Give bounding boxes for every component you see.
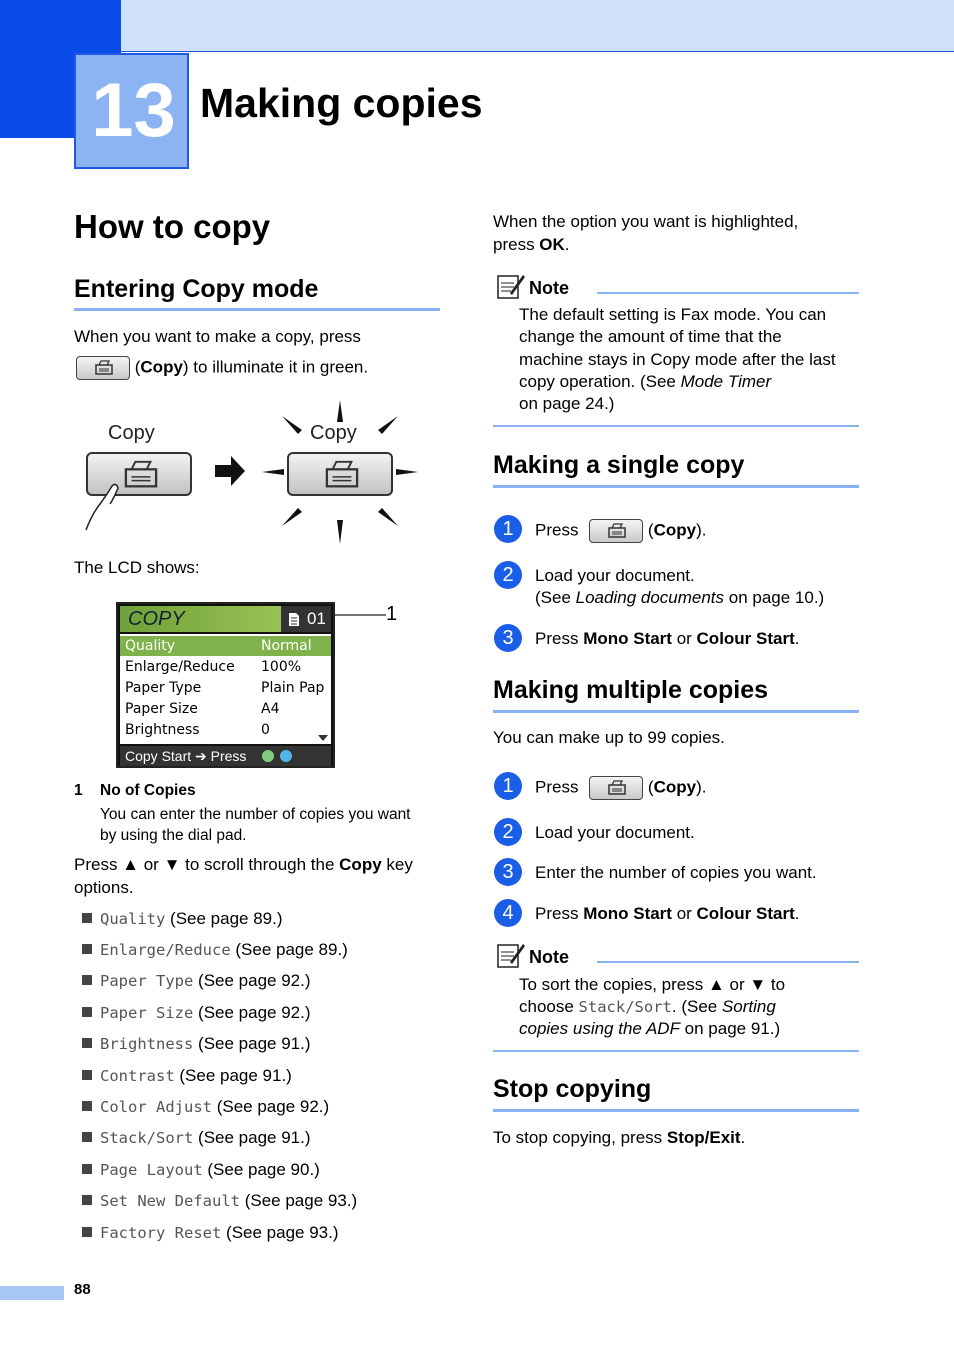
note2-line2-pre: choose bbox=[519, 997, 579, 1016]
caption-title: No of Copies bbox=[100, 782, 196, 799]
copy-key-icon bbox=[589, 519, 643, 543]
step-number: 3 bbox=[494, 624, 522, 652]
option-code: Contrast bbox=[100, 1067, 175, 1085]
option-code: Factory Reset bbox=[100, 1224, 222, 1242]
bullet-icon bbox=[82, 1101, 92, 1111]
bullet-icon bbox=[82, 1195, 92, 1205]
lcd-row-value: A4 bbox=[261, 701, 280, 717]
heading-stop-copying: Stop copying bbox=[493, 1075, 652, 1103]
note2-line1: To sort the copies, press ▲ or ▼ to bbox=[519, 975, 786, 994]
copy-label-off: Copy bbox=[108, 422, 155, 444]
chapter-number-box bbox=[74, 53, 189, 169]
list-item bbox=[82, 1033, 311, 1055]
lcd-row-selected bbox=[120, 636, 331, 656]
lcd-row-value: 100% bbox=[261, 659, 302, 675]
option-ref: (See page 91.) bbox=[193, 1034, 311, 1053]
option-code: Enlarge/Reduce bbox=[100, 941, 231, 959]
note2-line3-ital: copies using the ADF bbox=[519, 1019, 680, 1038]
lcd-title-bar bbox=[120, 606, 331, 632]
note1-line1: The default setting is Fax mode. You can bbox=[519, 305, 827, 324]
option-ref: (See page 90.) bbox=[202, 1160, 320, 1179]
heading-rule bbox=[74, 308, 440, 311]
copy-key-icon bbox=[76, 356, 130, 380]
copy-key-name: Copy bbox=[653, 777, 697, 797]
note-rule bbox=[597, 292, 859, 294]
option-ref: (See page 91.) bbox=[193, 1128, 311, 1147]
stop-text-pre: To stop copying, press bbox=[493, 1128, 667, 1147]
heading-rule bbox=[493, 1109, 859, 1112]
bullet-icon bbox=[82, 1164, 92, 1174]
note2-line3-post: on page 91.) bbox=[679, 1019, 781, 1038]
list-item bbox=[82, 1222, 339, 1244]
option-code: Paper Type bbox=[100, 972, 194, 990]
entering-line2 bbox=[76, 356, 368, 380]
intro-line2-post: . bbox=[564, 235, 570, 254]
copy-label-on: Copy bbox=[310, 422, 357, 444]
option-code: Set New Default bbox=[100, 1192, 240, 1210]
option-ref: (See page 89.) bbox=[165, 909, 283, 928]
list-item bbox=[82, 1002, 311, 1024]
lcd-menu bbox=[120, 634, 331, 744]
start-keys-icon bbox=[260, 749, 294, 763]
intro-line1: When the option you want is highlighted, bbox=[493, 212, 799, 231]
heading-entering-copy-mode: Entering Copy mode bbox=[74, 275, 319, 303]
bullet-icon bbox=[82, 1132, 92, 1142]
lcd-count-value: 01 bbox=[307, 609, 326, 628]
bullet-icon bbox=[82, 913, 92, 923]
chapter-title: Making copies bbox=[200, 80, 483, 126]
note-bottom-rule bbox=[493, 425, 859, 427]
step-text bbox=[535, 903, 800, 925]
note2-line2-ital: Sorting bbox=[721, 997, 776, 1016]
step-number: 1 bbox=[494, 772, 522, 800]
note1-line5: on page 24.) bbox=[519, 394, 615, 413]
note-bottom-rule bbox=[493, 1050, 859, 1052]
lcd-row-key: Paper Size bbox=[125, 701, 198, 717]
lcd-row bbox=[120, 657, 331, 677]
option-ref: (See page 92.) bbox=[193, 1003, 311, 1022]
right-arrow-icon bbox=[213, 454, 247, 488]
note2-line3 bbox=[519, 1018, 780, 1040]
lcd-row-key: Enlarge/Reduce bbox=[125, 659, 235, 675]
ok-key-name: OK bbox=[539, 235, 565, 254]
callout-line bbox=[330, 610, 390, 620]
bullet-icon bbox=[82, 944, 92, 954]
scroll-text-c: key bbox=[381, 855, 413, 874]
page-number: 88 bbox=[74, 1281, 91, 1298]
lcd-row-key: Quality bbox=[125, 638, 176, 654]
step-text bbox=[535, 628, 800, 650]
document-icon bbox=[288, 612, 300, 627]
heading-making-multiple-copies: Making multiple copies bbox=[493, 676, 769, 704]
lcd-shows-label: The LCD shows: bbox=[74, 558, 200, 577]
note-icon bbox=[496, 940, 526, 970]
copy-key-name: Copy bbox=[653, 520, 697, 540]
heading-making-single-copy: Making a single copy bbox=[493, 451, 745, 479]
step-period: . bbox=[794, 629, 800, 648]
option-ref: (See page 93.) bbox=[239, 1191, 358, 1210]
caption-body-1: You can enter the number of copies you want bbox=[100, 806, 411, 823]
lcd-row-value: 0 bbox=[261, 722, 270, 738]
note1-line2: change the amount of time that the bbox=[519, 327, 782, 346]
copy-button-illustration bbox=[80, 398, 440, 548]
colour-start-key: Colour Start bbox=[696, 904, 795, 923]
scroll-text-b: Copy bbox=[339, 855, 382, 874]
stop-exit-key: Stop/Exit bbox=[666, 1128, 741, 1147]
note-icon bbox=[496, 271, 526, 301]
note1-line4 bbox=[519, 371, 771, 393]
scroll-down-icon bbox=[318, 735, 328, 741]
note1-line3: machine stays in Copy mode after the last bbox=[519, 350, 836, 369]
bullet-icon bbox=[82, 1070, 92, 1080]
note-rule bbox=[597, 961, 859, 963]
list-item bbox=[82, 1159, 320, 1181]
step-or: or bbox=[671, 629, 697, 648]
note-heading: Note bbox=[529, 947, 569, 967]
step-subtext-pre: (See bbox=[535, 588, 576, 607]
heading-rule bbox=[493, 710, 859, 713]
option-ref: (See page 93.) bbox=[221, 1223, 339, 1242]
option-code: Paper Size bbox=[100, 1004, 194, 1022]
lcd-mode: COPY bbox=[128, 608, 185, 630]
step-number: 3 bbox=[494, 858, 522, 886]
bullet-icon bbox=[82, 1227, 92, 1237]
list-item bbox=[82, 939, 348, 961]
step-period: . bbox=[794, 904, 800, 923]
lcd-row bbox=[120, 678, 331, 698]
step-number: 1 bbox=[494, 515, 522, 543]
lcd-copy-count bbox=[281, 606, 331, 632]
caption-number: 1 bbox=[74, 782, 83, 799]
lcd-callout-number: 1 bbox=[386, 603, 398, 625]
list-item bbox=[82, 970, 311, 992]
lcd-row-key: Paper Type bbox=[125, 680, 202, 696]
step-text: Enter the number of copies you want. bbox=[535, 863, 817, 882]
option-code: Stack/Sort bbox=[100, 1129, 194, 1147]
list-item bbox=[82, 908, 283, 930]
bullet-icon bbox=[82, 1007, 92, 1017]
entering-line2-rest: ) to illuminate it in green. bbox=[182, 357, 369, 377]
footer-bar bbox=[0, 1286, 64, 1300]
lcd-row-value: Normal bbox=[261, 638, 312, 654]
step-subtext-ital: Loading documents bbox=[575, 588, 725, 607]
option-code: Brightness bbox=[100, 1035, 194, 1053]
scroll-instruction bbox=[74, 854, 413, 876]
step-text: Press (Copy). bbox=[535, 776, 706, 800]
step-press: Press bbox=[535, 520, 579, 540]
note1-line4-ital: Mode Timer bbox=[680, 372, 772, 391]
stop-text-post: . bbox=[740, 1128, 746, 1147]
finger-icon bbox=[82, 474, 122, 534]
step-subtext bbox=[535, 587, 824, 609]
chapter-number: 13 bbox=[91, 68, 176, 153]
step-press: Press bbox=[535, 629, 584, 648]
step-text: Load your document. bbox=[535, 823, 695, 842]
list-item bbox=[82, 1065, 292, 1087]
option-ref: (See page 89.) bbox=[230, 940, 348, 959]
option-ref: (See page 91.) bbox=[174, 1066, 292, 1085]
copy-key-name: Copy bbox=[140, 357, 183, 377]
list-item bbox=[82, 1127, 311, 1149]
option-code: Quality bbox=[100, 910, 166, 928]
entering-line1: When you want to make a copy, press bbox=[74, 327, 361, 346]
lcd-footer bbox=[120, 746, 331, 766]
step-number: 2 bbox=[494, 561, 522, 589]
caption-body-2: by using the dial pad. bbox=[100, 827, 247, 844]
header-band bbox=[0, 0, 954, 52]
option-ref: (See page 92.) bbox=[193, 971, 311, 990]
bullet-icon bbox=[82, 1038, 92, 1048]
step-or: or bbox=[671, 904, 697, 923]
mono-start-key: Mono Start bbox=[583, 904, 672, 923]
entering-open-paren: ( bbox=[134, 357, 141, 377]
note-heading: Note bbox=[529, 278, 569, 298]
multiple-intro: You can make up to 99 copies. bbox=[493, 728, 725, 747]
note2-line2-mid: . (See bbox=[671, 997, 722, 1016]
lcd-row bbox=[120, 720, 331, 740]
step-number: 4 bbox=[494, 899, 522, 927]
mono-start-key: Mono Start bbox=[583, 629, 672, 648]
lcd-screen bbox=[116, 602, 335, 768]
copy-key-icon bbox=[589, 776, 643, 800]
step-number: 2 bbox=[494, 818, 522, 846]
lcd-row-key: Brightness bbox=[125, 722, 200, 738]
note1-line4-pre: copy operation. (See bbox=[519, 372, 681, 391]
option-ref: (See page 92.) bbox=[211, 1097, 330, 1116]
lcd-row-value: Plain Pap bbox=[261, 680, 325, 696]
scroll-text-a: Press ▲ or ▼ to scroll through the bbox=[74, 855, 340, 874]
note2-code: Stack/Sort bbox=[578, 998, 672, 1016]
step-subtext-post: on page 10.) bbox=[724, 588, 825, 607]
step-text: Load your document. bbox=[535, 566, 695, 585]
heading-rule bbox=[493, 485, 859, 488]
bullet-icon bbox=[82, 975, 92, 985]
colour-start-key: Colour Start bbox=[696, 629, 795, 648]
step-text: Press (Copy). bbox=[535, 519, 706, 543]
scroll-text-d: options. bbox=[74, 878, 134, 897]
step-press: Press bbox=[535, 777, 579, 797]
intro-line2 bbox=[493, 234, 570, 256]
lcd-row bbox=[120, 699, 331, 719]
list-item bbox=[82, 1190, 357, 1212]
note2-line2 bbox=[519, 996, 776, 1018]
light-rays-icon bbox=[260, 398, 420, 548]
list-item bbox=[82, 1096, 329, 1118]
option-code: Color Adjust bbox=[100, 1098, 212, 1116]
intro-line2-pre: press bbox=[493, 235, 540, 254]
option-code: Page Layout bbox=[100, 1161, 203, 1179]
section-title-how-to-copy: How to copy bbox=[74, 208, 271, 245]
stop-text bbox=[493, 1127, 745, 1149]
lcd-footer-text: Copy Start ➔ Press bbox=[125, 748, 247, 764]
step-press: Press bbox=[535, 904, 584, 923]
